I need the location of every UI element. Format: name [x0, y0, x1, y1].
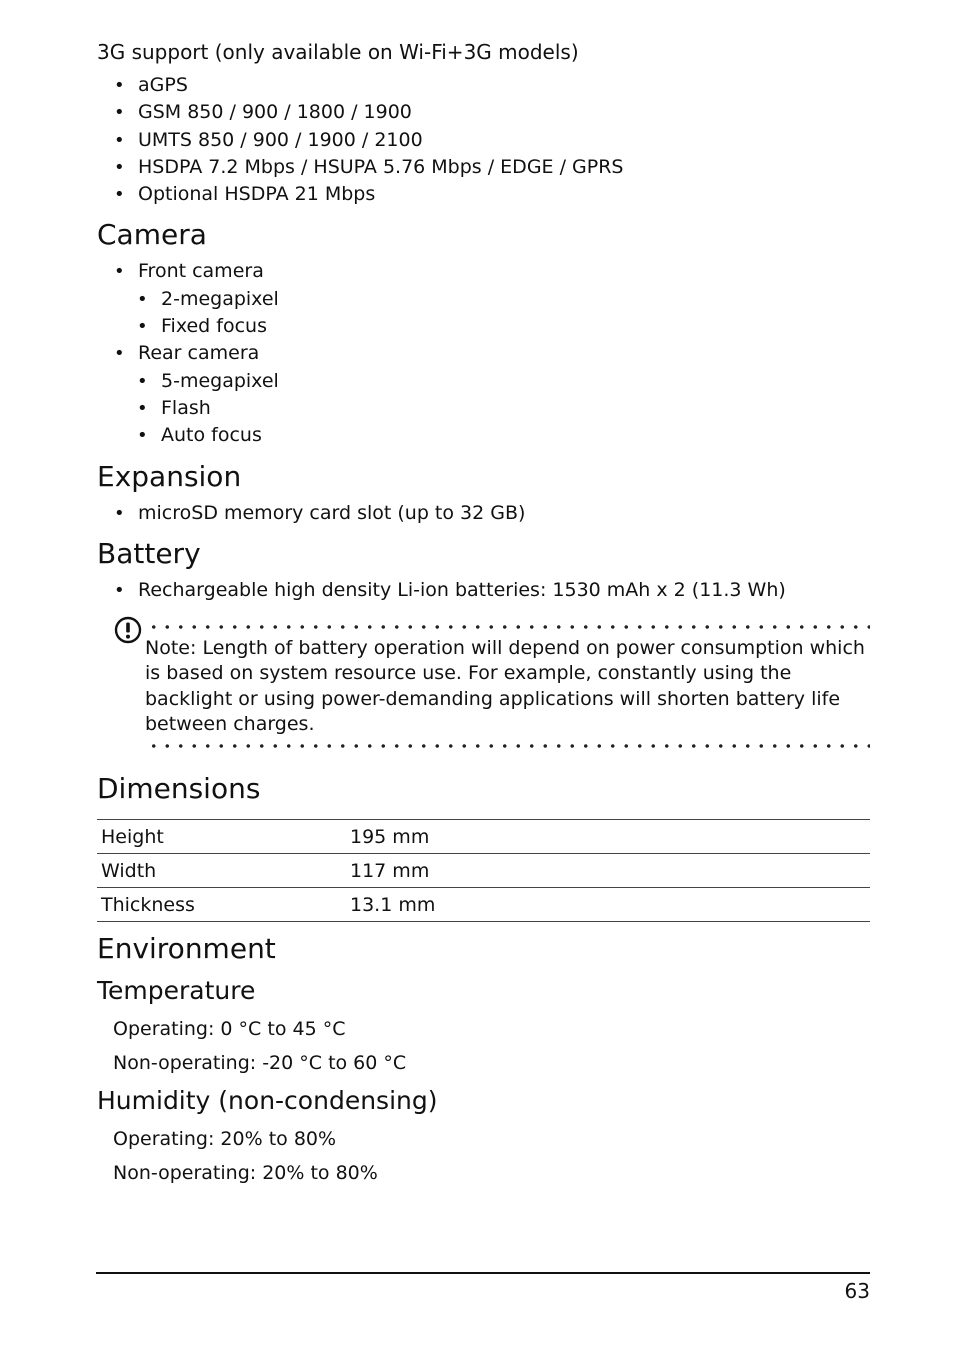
table-cell: Width — [97, 854, 346, 888]
rear-camera-item: • Rear camera — [97, 340, 870, 367]
list-item: • 2-megapixel — [97, 286, 870, 313]
spec-page — [97, 38, 870, 1190]
temperature-operating: Operating: 0 °C to 45 °C — [113, 1018, 346, 1041]
battery-heading: Battery — [97, 536, 201, 570]
temperature-heading: Temperature — [97, 976, 256, 1006]
note-label: Note: — [145, 637, 197, 660]
list-item: • aGPS — [97, 72, 870, 99]
note-divider-top — [147, 625, 870, 629]
battery-list — [97, 577, 870, 604]
table-row — [97, 854, 870, 888]
list-item: • 5-megapixel — [97, 368, 870, 395]
list-item: • GSM 850 / 900 / 1800 / 1900 — [97, 99, 870, 126]
dimensions-table — [97, 819, 870, 922]
page-number: 63 — [844, 1279, 870, 1303]
table-cell: Height — [97, 820, 346, 854]
front-camera-item: • Front camera — [97, 258, 870, 285]
footer-rule — [96, 1272, 870, 1274]
list-item: • Flash — [97, 395, 870, 422]
table-row — [97, 888, 870, 922]
camera-list — [97, 258, 870, 285]
list-item: • Optional HSDPA 21 Mbps — [97, 181, 870, 208]
humidity-heading: Humidity (non-condensing) — [97, 1086, 438, 1116]
list-item: • HSDPA 7.2 Mbps / HSUPA 5.76 Mbps / EDGE / GPRS — [97, 154, 870, 181]
note-body: Length of battery operation will depend on power consumption which is based on system resource use. For example, constantly using the backlight or using power-demanding applications will shorten battery life between charges. — [145, 637, 865, 736]
table-cell: 195 mm — [346, 820, 870, 854]
environment-heading: Environment — [97, 932, 276, 966]
list-item: • Rechargeable high density Li-ion batteries: 1530 mAh x 2 (11.3 Wh) — [97, 577, 870, 604]
list-item: • Auto focus — [97, 422, 870, 449]
note-divider-bottom — [147, 744, 870, 748]
table-cell: 117 mm — [346, 854, 870, 888]
note-text-block — [145, 636, 865, 737]
table-row — [97, 820, 870, 854]
table-cell: Thickness — [97, 888, 346, 922]
front-camera-sublist — [97, 286, 870, 341]
battery-note — [97, 616, 870, 756]
temperature-non-operating: Non-operating: -20 °C to 60 °C — [113, 1052, 407, 1075]
humidity-operating: Operating: 20% to 80% — [113, 1128, 337, 1151]
camera-heading: Camera — [97, 218, 207, 252]
table-cell: 13.1 mm — [346, 888, 870, 922]
list-item: • UMTS 850 / 900 / 1900 / 2100 — [97, 127, 870, 154]
warning-icon — [114, 616, 142, 644]
rear-camera-sublist — [97, 368, 870, 450]
list-item: • Fixed focus — [97, 313, 870, 340]
3g-support-intro: 3G support (only available on Wi-Fi+3G models) — [97, 40, 579, 64]
expansion-list — [97, 500, 870, 527]
camera-list-rear — [97, 340, 870, 367]
dimensions-heading: Dimensions — [97, 772, 261, 806]
list-item: • microSD memory card slot (up to 32 GB) — [97, 500, 870, 527]
humidity-non-operating: Non-operating: 20% to 80% — [113, 1162, 378, 1185]
3g-support-list — [97, 72, 870, 208]
expansion-heading: Expansion — [97, 459, 242, 493]
